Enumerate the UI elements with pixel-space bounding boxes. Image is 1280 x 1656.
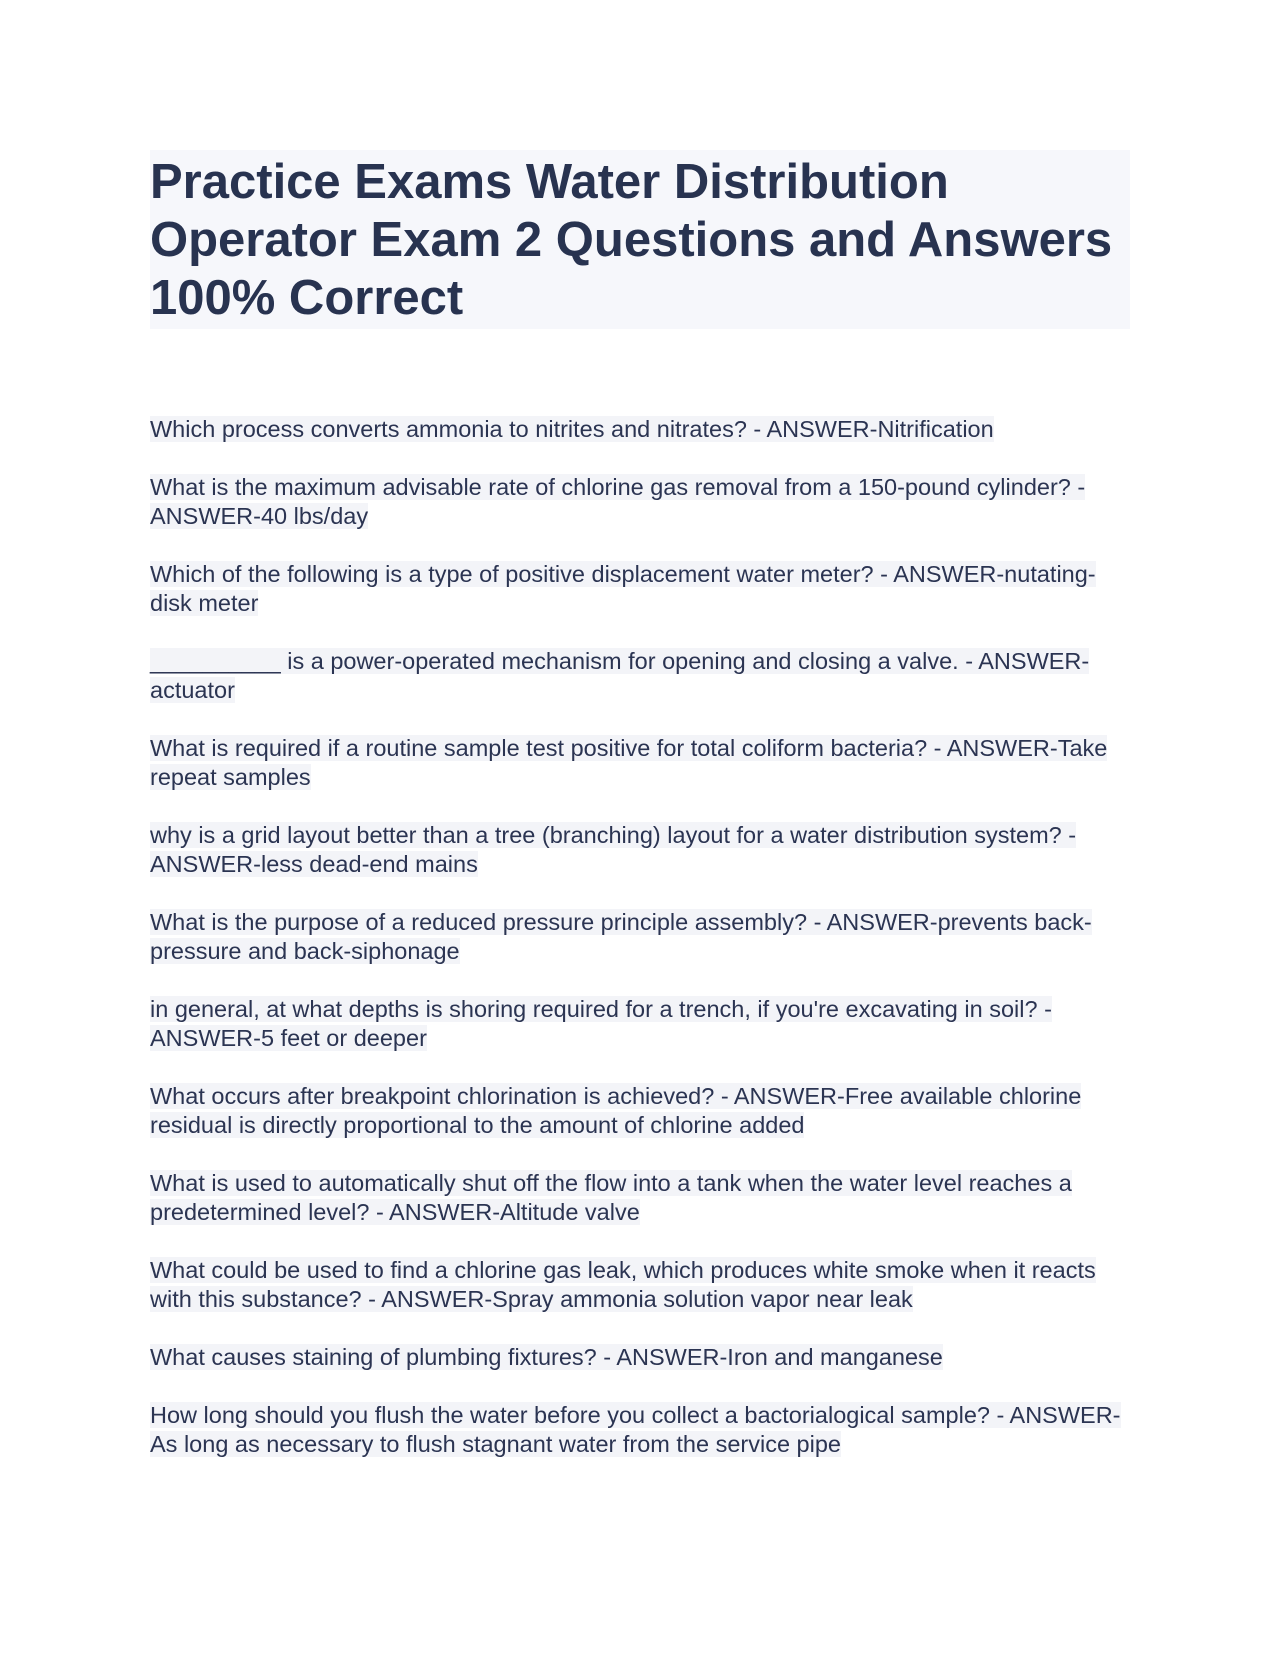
qa-item [150, 1343, 1130, 1372]
qa-text: in general, at what depths is shoring required for a trench, if you're excavating in soil? - ANSWER-5 feet or deeper [150, 996, 1052, 1051]
qa-text: Which of the following is a type of positive displacement water meter? - ANSWER-nutating-disk meter [150, 561, 1096, 616]
qa-text: What occurs after breakpoint chlorination is achieved? - ANSWER-Free available chlorine residual is directly proportional to the amount of chlorine added [150, 1083, 1082, 1138]
qa-list [150, 415, 1130, 1459]
qa-text: why is a grid layout better than a tree (branching) layout for a water distribution system? - ANSWER-less dead-end mains [150, 822, 1077, 877]
qa-text: What is the maximum advisable rate of chlorine gas removal from a 150-pound cylinder? - ANSWER-40 lbs/day [150, 474, 1086, 529]
qa-text: __________ is a power-operated mechanism for opening and closing a valve. - ANSWER-actuator [150, 648, 1090, 703]
qa-item [150, 821, 1130, 879]
qa-item [150, 1169, 1130, 1227]
qa-item [150, 647, 1130, 705]
qa-item [150, 908, 1130, 966]
qa-item [150, 560, 1130, 618]
qa-text: How long should you flush the water before you collect a bactorialogical sample? - ANSWER-As long as necessary to flush stagnant water from the service pipe [150, 1402, 1121, 1457]
qa-text: What is used to automatically shut off the flow into a tank when the water level reaches a predetermined level? - ANSWER-Altitude valve [150, 1170, 1072, 1225]
qa-item [150, 734, 1130, 792]
qa-text: What causes staining of plumbing fixtures? - ANSWER-Iron and manganese [150, 1344, 943, 1370]
title-block [150, 150, 1130, 329]
qa-item [150, 415, 1130, 444]
qa-text: What is required if a routine sample test positive for total coliform bacteria? - ANSWER-Take repeat samples [150, 735, 1108, 790]
qa-item [150, 473, 1130, 531]
document-title: Practice Exams Water Distribution Operator Exam 2 Questions and Answers 100% Correct [150, 155, 1113, 325]
qa-text: What could be used to find a chlorine gas leak, which produces white smoke when it reacts with this substance? - ANSWER-Spray ammonia solution vapor near leak [150, 1257, 1096, 1312]
qa-item [150, 1082, 1130, 1140]
qa-text: What is the purpose of a reduced pressure principle assembly? - ANSWER-prevents back-pressure and back-siphonage [150, 909, 1092, 964]
qa-item [150, 995, 1130, 1053]
qa-item [150, 1256, 1130, 1314]
document-page [150, 150, 1130, 1488]
qa-text: Which process converts ammonia to nitrites and nitrates? - ANSWER-Nitrification [150, 416, 994, 442]
qa-item [150, 1401, 1130, 1459]
